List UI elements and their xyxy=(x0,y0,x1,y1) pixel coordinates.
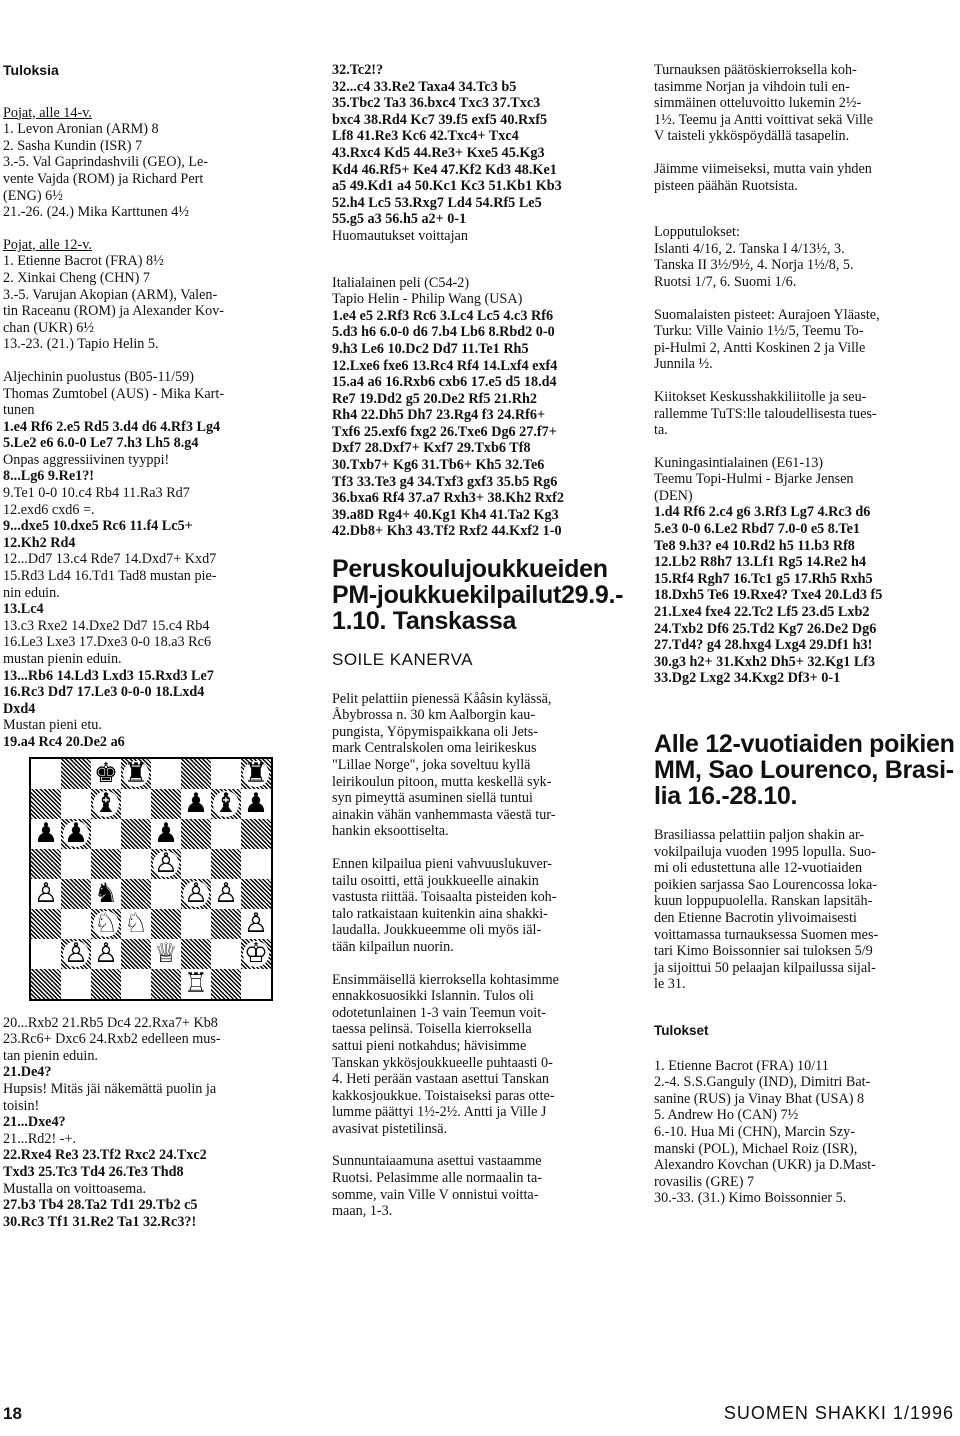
board-square xyxy=(91,969,121,999)
headline-line: lia 16.-28.10. xyxy=(654,782,798,810)
note-line: mustan pienin eduin. xyxy=(3,651,122,667)
board-square xyxy=(61,909,91,939)
moves-line: Re7 19.Dd2 g5 20.De2 Rf5 21.Rh2 xyxy=(332,390,537,407)
chess-piece-icon: ♟ xyxy=(153,817,179,849)
article-headline xyxy=(654,731,956,809)
text-line: kakkosjoukkue. Toistaiseksi paras otte- xyxy=(332,1087,555,1104)
chess-piece-icon: ♟ xyxy=(33,817,59,849)
text-line: Ennen kilpailua pieni vahvuuslukuver- xyxy=(332,855,552,872)
chess-piece-icon: ♚ xyxy=(93,757,119,789)
text-line: ennakkosuosikki Islannin. Tulos oli xyxy=(332,988,534,1005)
paragraph xyxy=(332,856,634,956)
text-line: den Etienne Bacrotin ylivoimaisesti xyxy=(654,909,857,926)
chess-piece-icon: ♔ xyxy=(243,937,269,969)
game-1 xyxy=(3,369,293,751)
board-square xyxy=(241,969,271,999)
column-3 xyxy=(654,62,956,1223)
article-headline xyxy=(332,556,634,634)
text-line: syn pimeyttä asuminen siellä tuntui xyxy=(332,790,533,807)
text-line: somme, vain Ville V onnistui voitta- xyxy=(332,1186,539,1203)
text-line: 1. Levon Aronian (ARM) 8 xyxy=(3,121,159,138)
note-line: 12.exd6 cxd6 =. xyxy=(3,501,95,518)
text-line: Suomalaisten pisteet: Aurajoen Yläaste, xyxy=(654,306,880,323)
board-square xyxy=(31,969,61,999)
board-square xyxy=(211,759,241,789)
text-line: vastusta riittää. Toisaalta pisteiden koh- xyxy=(332,889,557,906)
moves-line: 33.Dg2 Lxg2 34.Kxg2 Df3+ 0-1 xyxy=(654,670,841,687)
text-line: Turnauksen päätöskierroksella koh- xyxy=(654,62,857,78)
moves-line: 1.e4 Rf6 2.e5 Rd5 3.d4 d6 4.Rf3 Lg4 xyxy=(3,418,221,435)
results-heading: Tulokset xyxy=(654,1022,709,1038)
board-square xyxy=(91,819,121,849)
moves-line: 42.Db8+ Kh3 43.Tf2 Rxf2 44.Kxf2 1-0 xyxy=(332,523,562,540)
moves-line: 12.Lb2 R8h7 13.Lf1 Rg5 14.Re2 h4 xyxy=(654,554,867,571)
moves-line: 35.Tbc2 Ta3 36.bxc4 Txc3 37.Txc3 xyxy=(332,95,541,112)
text-line: le 31. xyxy=(654,976,686,993)
text-line: 30.-33. (31.) Kimo Boissonnier 5. xyxy=(654,1190,847,1207)
text-line: sattui pieni notkahdus; hävisimme xyxy=(332,1037,527,1054)
note-line: 12...Dd7 13.c4 Rde7 14.Dxd7+ Kxd7 xyxy=(3,551,217,568)
chess-piece-icon: ♝ xyxy=(213,787,239,819)
text-line: poikien sarjassa Sao Lourencossa loka- xyxy=(654,876,877,893)
chess-piece-icon: ♟ xyxy=(63,817,89,849)
text-line: Brasiliassa pelattiin paljon shakin ar- xyxy=(654,827,865,843)
moves-line: Rh4 22.Dh5 Dh7 23.Rg4 f3 24.Rf6+ xyxy=(332,407,546,424)
moves-line: bxc4 38.Rd4 Kc7 39.f5 exf5 40.Rxf5 xyxy=(332,111,548,128)
board-square xyxy=(151,909,181,939)
moves-line: 13...Rb6 14.Ld3 Lxd3 15.Rxd3 Le7 xyxy=(3,667,214,684)
text-line: 3.-5. Val Gaprindashvili (GEO), Le- xyxy=(3,154,209,171)
magazine-title: SUOMEN SHAKKI 1/1996 xyxy=(723,1403,954,1423)
text-line: Kuningasintialainen (E61-13) xyxy=(654,454,824,471)
text-line: voittamassa turnauksessa Suomen mes- xyxy=(654,926,879,943)
moves-line: 12.Lxe6 fxe6 13.Rc4 Rf4 14.Lxf4 exf4 xyxy=(332,357,558,374)
text-line: Teemu Topi-Hulmi - Bjarke Jensen xyxy=(654,471,854,488)
moves-line: 13.Lc4 xyxy=(3,601,44,618)
moves-line: 55.g5 a3 56.h5 a2+ 0-1 xyxy=(332,211,467,228)
note-line: 13.c3 Rxe2 14.Dxe2 Dd7 15.c4 Rb4 xyxy=(3,617,210,634)
moves-line: 5.d3 h6 6.0-0 d6 7.b4 Lb6 8.Rbd2 0-0 xyxy=(332,324,555,341)
annotator-line: Huomautukset voittajan xyxy=(332,227,468,244)
note-line: toisin! xyxy=(3,1097,40,1114)
text-line: Sunnuntaiaamuna asettui vastaamme xyxy=(332,1153,542,1170)
chess-piece-icon: ♙ xyxy=(93,937,119,969)
note-line: Hupsis! Mitäs jäi näkemättä puolin ja xyxy=(3,1080,217,1097)
author-byline: SOILE KANERVA xyxy=(332,650,473,670)
text-line: 13.-23. (21.) Tapio Helin 5. xyxy=(3,336,159,353)
board-square xyxy=(31,909,61,939)
text-line: (DEN) xyxy=(654,487,693,504)
text-line: 2. Sasha Kundin (ISR) 7 xyxy=(3,137,143,154)
moves-line: 43.Rxc4 Kd5 44.Re3+ Kxe5 45.Kg3 xyxy=(332,144,545,161)
chess-piece-icon: ♙ xyxy=(243,907,269,939)
moves-line: 32.Tc2!? xyxy=(332,62,384,78)
text-line: 2.-4. S.S.Ganguly (IND), Dimitri Bat- xyxy=(654,1074,871,1091)
paragraph xyxy=(654,307,956,373)
note-line: 20...Rxb2 21.Rb5 Dc4 22.Rxa7+ Kb8 xyxy=(3,1014,218,1031)
text-line: odotetunlainen 1-3 vain Teemun voit- xyxy=(332,1004,546,1021)
page-number: 18 xyxy=(3,1404,22,1423)
moves-line: 27.Td4? g4 28.hxg4 Lxg4 29.Df1 h3! xyxy=(654,637,873,654)
text-line: talo ratkaistaan kuitenkin aina shakki- xyxy=(332,905,548,922)
moves-line: 30.Rc3 Tf1 31.Re2 Ta1 32.Rc3?! xyxy=(3,1213,197,1230)
note-line: 23.Rc6+ Dxc6 24.Rxb2 edelleen mus- xyxy=(3,1031,221,1048)
moves-line: 19.a4 Rc4 20.De2 a6 xyxy=(3,733,125,750)
text-line: Pelit pelattiin pienessä Kåâsin kylässä, xyxy=(332,690,552,707)
board-square xyxy=(121,969,151,999)
board-square xyxy=(121,879,151,909)
text-line: pungista, Yöpymispaikkana oli Jets- xyxy=(332,723,538,740)
game-2 xyxy=(332,275,634,541)
moves-line: 30.g3 h2+ 31.Kxh2 Dh5+ 32.Kg1 Lf3 xyxy=(654,653,876,670)
moves-line: 36.bxa6 Rf4 37.a7 Rxh3+ 38.Kh2 Rxf2 xyxy=(332,490,564,507)
section-title: Tuloksia xyxy=(3,62,59,78)
text-line: tailu osoitti, että joukkueelle ainakin xyxy=(332,872,539,889)
chess-piece-icon: ♘ xyxy=(93,907,119,939)
column-1 xyxy=(3,62,293,1230)
text-line: 4. Heti perään vastaan asettui Tanskan xyxy=(332,1071,549,1088)
moves-line: 15.Rf4 Rgh7 16.Tc1 g5 17.Rh5 Rxh5 xyxy=(654,570,873,587)
chess-piece-icon: ♙ xyxy=(183,877,209,909)
board-square xyxy=(31,939,61,969)
board-square xyxy=(31,789,61,819)
chess-piece-icon: ♟ xyxy=(183,787,209,819)
moves-line: 9...dxe5 10.dxe5 Rc6 11.f4 Lc5+ xyxy=(3,518,193,535)
board-square xyxy=(211,849,241,879)
text-line: Kiitokset Keskusshakkiliitolle ja seu- xyxy=(654,388,867,405)
paragraph xyxy=(654,389,956,439)
board-square xyxy=(121,939,151,969)
text-line: tään kilpailun nuorin. xyxy=(332,938,454,955)
text-line: pi-Hulmi 2, Antti Koskinen 2 ja Ville xyxy=(654,339,866,356)
chess-piece-icon: ♕ xyxy=(153,937,179,969)
text-line: Lopputulokset: xyxy=(654,224,740,241)
text-line: rallemme TuTS:lle taloudellisesta tues- xyxy=(654,405,877,422)
text-line: Junnila ½. xyxy=(654,356,713,373)
moves-line: Dxd4 xyxy=(3,700,36,717)
board-square xyxy=(31,849,61,879)
moves-line: 21.Lxe4 fxe4 22.Tc2 Lf5 23.d5 Lxb2 xyxy=(654,604,870,621)
chess-piece-icon: ♙ xyxy=(33,877,59,909)
board-square xyxy=(121,819,151,849)
moves-line: Te8 9.h3? e4 10.Rd2 h5 11.b3 Rf8 xyxy=(654,537,855,554)
text-line: 1. Etienne Bacrot (FRA) 8½ xyxy=(3,253,164,270)
text-line: Islanti 4/16, 2. Tanska I 4/13½, 3. xyxy=(654,240,845,257)
board-square xyxy=(61,759,91,789)
text-line: vokilpailuja vuoden 1995 lopulla. Suo- xyxy=(654,843,876,860)
board-square xyxy=(31,759,61,789)
text-line: Åbybrossa n. 30 km Aalborgin kau- xyxy=(332,707,536,724)
moves-line: 21...Dxe4? xyxy=(3,1114,66,1131)
text-line: 5. Andrew Ho (CAN) 7½ xyxy=(654,1107,799,1124)
moves-line: 12.Kh2 Rd4 xyxy=(3,534,76,551)
text-line: sanine (RUS) ja Vinay Bhat (USA) 8 xyxy=(654,1090,865,1107)
board-square xyxy=(151,969,181,999)
text-line: ja sijoittui 50 pelaajan kilpailussa sijal- xyxy=(654,959,876,976)
text-line: V taisteli ykköspöydällä tasapelin. xyxy=(654,128,850,145)
moves-line: 1.e4 e5 2.Rf3 Rc6 3.Lc4 Lc5 4.c3 Rf6 xyxy=(332,307,554,324)
text-line: 3.-5. Varujan Akopian (ARM), Valen- xyxy=(3,286,218,303)
text-line: tunen xyxy=(3,402,35,419)
note-line: 21...Rd2! -+. xyxy=(3,1130,77,1147)
results-list xyxy=(654,1058,956,1207)
moves-line: 39.a8D Rg4+ 40.Kg1 Kh4 41.Ta2 Kg3 xyxy=(332,506,559,523)
moves-line: 18.Dxh5 Te6 19.Rxe4? Txe4 20.Ld3 f5 xyxy=(654,587,883,604)
headline-line: 1.10. Tanskassa xyxy=(332,607,517,636)
board-square xyxy=(181,939,211,969)
board-square xyxy=(61,969,91,999)
headline-line: PM-joukkuekilpailut29.9.- xyxy=(332,581,624,610)
text-line: Pojat, alle 12-v. xyxy=(3,236,92,253)
text-line: maan, 1-3. xyxy=(332,1203,393,1220)
chess-piece-icon: ♜ xyxy=(243,757,269,789)
moves-line: 27.b3 Tb4 28.Ta2 Td1 29.Tb2 c5 xyxy=(3,1197,198,1214)
board-square xyxy=(181,909,211,939)
text-line: "Lillae Norge", joka soveltuu kyllä xyxy=(332,757,531,773)
text-line: Tanska II 3½/9½, 4. Norja 1½/8, 5. xyxy=(654,257,854,274)
board-square xyxy=(91,849,121,879)
text-line: pisteen päähän Ruotsista. xyxy=(654,177,798,194)
chess-piece-icon: ♖ xyxy=(183,967,209,999)
headline-line: MM, Sao Lourenco, Brasi- xyxy=(654,756,954,784)
text-line: Alexandro Kovchan (UKR) ja D.Mast- xyxy=(654,1157,876,1174)
board-square xyxy=(61,849,91,879)
results-u14 xyxy=(3,105,293,221)
final-results xyxy=(654,224,956,290)
note-line: 16.Le3 Lxe3 17.Dxe3 0-0 18.a3 Rc6 xyxy=(3,634,212,651)
board-square xyxy=(151,789,181,819)
text-line: tari Kimo Boissonnier sai tuloksen 5/9 xyxy=(654,943,873,960)
board-square xyxy=(121,849,151,879)
text-line: tin Raceanu (ROM) ja Alexander Kov- xyxy=(3,303,225,320)
text-line: Tapio Helin - Philip Wang (USA) xyxy=(332,291,523,308)
moves-line: 8...Lg6 9.Re1?! xyxy=(3,468,95,485)
paragraph xyxy=(654,161,956,194)
board-square xyxy=(61,879,91,909)
column-2 xyxy=(332,62,634,1236)
game-1-continued xyxy=(3,1015,293,1231)
board-square xyxy=(211,939,241,969)
moves-line: Dxf7 28.Dxf7+ Kxf7 29.Txb6 Tf8 xyxy=(332,440,531,457)
text-line: ainakin vähän vanhemmasta väestä tur- xyxy=(332,806,556,823)
chess-piece-icon: ♞ xyxy=(93,877,119,909)
moves-line: 22.Rxe4 Re3 23.Tf2 Rxc2 24.Txc2 xyxy=(3,1147,207,1164)
text-line: laudalla. Joukkueemme oli myös iäl- xyxy=(332,922,542,939)
text-line: rovasilis (GRE) 7 xyxy=(654,1173,755,1190)
results-u12 xyxy=(3,237,293,353)
note-line: nin eduin. xyxy=(3,584,60,601)
moves-line: 16.Rc3 Dd7 17.Le3 0-0-0 18.Lxd4 xyxy=(3,684,205,701)
paragraph xyxy=(332,1153,634,1219)
note-line: 9.Te1 0-0 10.c4 Rb4 11.Ra3 Rd7 xyxy=(3,485,190,502)
moves-line: Tf3 33.Te3 g4 34.Txf3 gxf3 35.b5 Rg6 xyxy=(332,473,558,490)
headline-line: Alle 12-vuotiaiden poikien xyxy=(654,730,955,758)
chess-piece-icon: ♘ xyxy=(123,907,149,939)
text-line: lumme päättyi 1½-2½. Antti ja Ville J xyxy=(332,1104,547,1121)
moves-line: Txf6 25.exf6 fxg2 26.Txe6 Dg6 27.f7+ xyxy=(332,423,557,440)
board-square xyxy=(211,909,241,939)
paragraph xyxy=(654,62,956,145)
board-square xyxy=(181,819,211,849)
text-line: Ensimmäisellä kierroksella kohtasimme xyxy=(332,971,559,988)
board-square xyxy=(181,849,211,879)
text-line: kuun loppupuolella. Ranskan lapsitäh- xyxy=(654,893,873,910)
text-line: vente Vajda (ROM) ja Richard Pert xyxy=(3,170,204,187)
game-3 xyxy=(654,455,956,687)
text-line: mi oli edustettuna alle 12-vuotiaiden xyxy=(654,860,863,877)
text-line: 1½. Teemu ja Antti voittivat sekä Ville xyxy=(654,111,874,128)
text-line: 6.-10. Hua Mi (CHN), Marcin Szy- xyxy=(654,1123,855,1140)
chess-piece-icon: ♝ xyxy=(93,787,119,819)
chess-piece-icon: ♜ xyxy=(123,757,149,789)
board-square xyxy=(181,759,211,789)
moves-line: 21.De4? xyxy=(3,1064,52,1081)
text-line: taessa pelinsä. Toisella kierroksella xyxy=(332,1021,532,1038)
text-line: Thomas Zumtobel (AUS) - Mika Kart- xyxy=(3,385,225,402)
text-line: 2. Xinkai Cheng (CHN) 7 xyxy=(3,269,150,286)
chess-piece-icon: ♙ xyxy=(63,937,89,969)
moves-line: 30.Txb7+ Kg6 31.Tb6+ Kh5 32.Te6 xyxy=(332,457,545,474)
paragraph xyxy=(332,972,634,1138)
chess-piece-icon: ♙ xyxy=(153,847,179,879)
chess-diagram xyxy=(29,757,273,1001)
board-square xyxy=(241,849,271,879)
moves-line: a5 49.Kd1 a4 50.Kc1 Kc3 51.Kb1 Kb3 xyxy=(332,178,562,195)
moves-line: 9.h3 Le6 10.Dc2 Dd7 11.Te1 Rh5 xyxy=(332,340,529,357)
text-line: Aljechinin puolustus (B05-11/59) xyxy=(3,368,194,385)
note-line: 15.Rd3 Ld4 16.Td1 Tad8 mustan pie- xyxy=(3,568,217,585)
moves-line: 5.e3 0-0 6.Le2 Rbd7 7.0-0 e5 8.Te1 xyxy=(654,521,860,538)
moves-line: 15.a4 a6 16.Rxb6 cxb6 17.e5 d5 18.d4 xyxy=(332,374,557,391)
text-line: Turku: Ville Vainio 1½/5, Teemu To- xyxy=(654,323,864,340)
text-line: tasimme Norjan ja vihdoin tuli en- xyxy=(654,78,850,95)
moves-line: Kd4 46.Rf5+ Ke4 47.Kf2 Kd3 48.Ke1 xyxy=(332,161,557,178)
board-square xyxy=(211,969,241,999)
text-line: ta. xyxy=(654,422,668,439)
paragraph xyxy=(654,827,956,993)
board-square xyxy=(211,819,241,849)
text-line: (ENG) 6½ xyxy=(3,187,63,204)
chess-piece-icon: ♟ xyxy=(243,787,269,819)
board-square xyxy=(121,789,151,819)
moves-line: 1.d4 Rf6 2.c4 g6 3.Rf3 Lg7 4.Rc3 d6 xyxy=(654,504,871,521)
board-square xyxy=(61,789,91,819)
text-line: 21.-26. (24.) Mika Karttunen 4½ xyxy=(3,204,189,221)
text-line: leirikoulun pitoon, mutta keskellä syk- xyxy=(332,773,552,790)
text-line: mark Centralskolen oma leirikeskus xyxy=(332,740,537,757)
board-square xyxy=(151,759,181,789)
text-line: Jäimme viimeiseksi, mutta vain yhden xyxy=(654,160,872,177)
paragraph xyxy=(332,691,634,840)
moves-line: 52.h4 Lc5 53.Rxg7 Ld4 54.Rf5 Le5 xyxy=(332,194,542,211)
moves-line: Lf8 41.Re3 Kc6 42.Txc4+ Txc4 xyxy=(332,128,519,145)
text-line: hankin eksoottiselta. xyxy=(332,823,449,840)
game-1-end xyxy=(332,62,634,245)
text-line: 1. Etienne Bacrot (FRA) 10/11 xyxy=(654,1057,829,1074)
note-line: Onpas aggressiivinen tyyppi! xyxy=(3,451,170,468)
text-line: Ruotsi 1/7, 6. Suomi 1/6. xyxy=(654,273,797,290)
board-square xyxy=(151,879,181,909)
text-line: Tanskan ykkösjoukkueelle puhtaasti 0- xyxy=(332,1054,553,1071)
note-line: Mustan pieni etu. xyxy=(3,717,102,734)
text-line: Pojat, alle 14-v. xyxy=(3,104,92,121)
text-line: chan (UKR) 6½ xyxy=(3,319,95,336)
text-line: Ruotsi. Pelasimme alle normaalin ta- xyxy=(332,1170,543,1187)
board-square xyxy=(241,879,271,909)
board-square xyxy=(241,819,271,849)
note-line: Mustalla on voittoasema. xyxy=(3,1180,147,1197)
moves-line: Txd3 25.Tc3 Td4 26.Te3 Thd8 xyxy=(3,1163,184,1180)
text-line: Italialainen peli (C54-2) xyxy=(332,274,470,291)
moves-line: 24.Txb2 Df6 25.Td2 Kg7 26.De2 Dg6 xyxy=(654,620,877,637)
headline-line: Peruskoulujoukkueiden xyxy=(332,555,608,584)
note-line: tan pienin eduin. xyxy=(3,1047,98,1064)
moves-line: 5.Le2 e6 6.0-0 Le7 7.h3 Lh5 8.g4 xyxy=(3,435,199,452)
text-line: avasivat pistetilinsä. xyxy=(332,1120,448,1137)
moves-line: 32...c4 33.Re2 Taxa4 34.Tc3 b5 xyxy=(332,78,517,95)
text-line: simmäinen otteluvoitto lukemin 2½- xyxy=(654,95,862,112)
chess-piece-icon: ♙ xyxy=(213,877,239,909)
text-line: manski (POL), Michael Roiz (ISR), xyxy=(654,1140,858,1157)
